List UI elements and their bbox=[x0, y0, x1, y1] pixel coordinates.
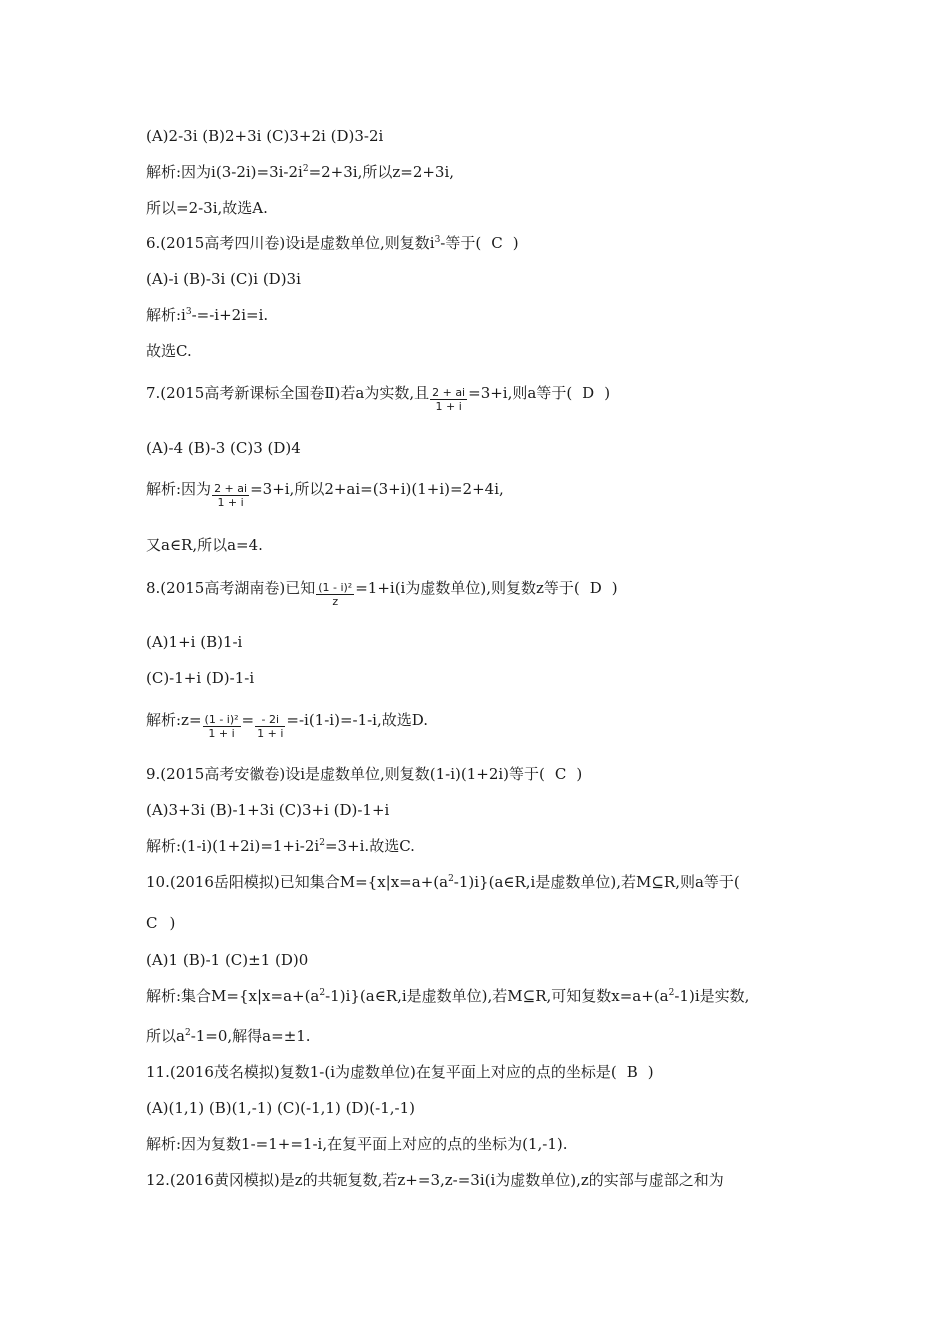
answer-mark: D bbox=[589, 579, 602, 597]
answer-mark: B bbox=[626, 1063, 638, 1081]
question-10: 10.(2016岳阳模拟)已知集合$M=\{x|x=a+(a^2-1)i\}(a\in R,i$是虚数单位),若M⊆R,则a等于( bbox=[146, 873, 740, 891]
solution-line: 解析:因为$i(3-2i)=3i-2i^2=2+3i$,所以z=2+3i, bbox=[146, 163, 455, 181]
options-line: (A)-i (B)-3i (C)i (D)3i bbox=[146, 270, 301, 288]
solution-line: 解析:因为 $\frac{2 + ai}{1 + i}$ =3+i,所以2+ai=(3+i)(1+i)=2+4i, bbox=[146, 480, 504, 509]
question-11: 11.(2016茂名模拟)复数1-(i为虚数单位)在复平面上对应的点的坐标是( B ) bbox=[146, 1063, 654, 1081]
question-8: 8.(2015高考湖南卷)已知 $\frac{\text{(1 - i)²}}{z}$ =1+i(i为虚数单位),则复数z等于( D ) bbox=[146, 579, 618, 608]
fraction: $\frac{\text{(1 - i)²}}{1 + i}$ bbox=[204, 713, 239, 740]
answer-mark: D bbox=[582, 384, 595, 402]
question-10-answer: C ) bbox=[146, 914, 176, 932]
options-line: (A)1 (B)-1 (C)±1 (D)0 bbox=[146, 951, 309, 969]
answer-mark: C bbox=[146, 914, 158, 932]
solution-line: 所以=2-3i,故选A. bbox=[146, 199, 268, 217]
options-line: (A)(1,1) (B)(1,-1) (C)(-1,1) (D)(-1,-1) bbox=[146, 1099, 415, 1117]
solution-line: 解析:集合$M=\{x|x=a+(a^2-1)i\}(a\in R,i$是虚数单位),若M⊆R,可知复数$x=a+(a^2-1)i$是实数, bbox=[146, 987, 750, 1005]
question-12: 12.(2016黄冈模拟)是z的共轭复数,若z+=3,z-=3i(i为虚数单位),z的实部与虚部之和为 bbox=[146, 1171, 724, 1189]
options-line: (C)-1+i (D)-1-i bbox=[146, 669, 255, 687]
fraction: $\frac{2 + ai}{1 + i}$ bbox=[432, 386, 466, 413]
solution-line: 故选C. bbox=[146, 342, 192, 360]
options-line: (A)-4 (B)-3 (C)3 (D)4 bbox=[146, 439, 301, 457]
solution-line: 解析$:(1-i)(1+2i)=1+i-2i^2=3+i$.故选C. bbox=[146, 837, 415, 855]
options-line: (A)3+3i (B)-1+3i (C)3+i (D)-1+i bbox=[146, 801, 390, 819]
fraction: $\frac{- 2i}{1 + i}$ bbox=[257, 713, 284, 740]
solution-line: 解析:因为复数1-=1+=1-i,在复平面上对应的点的坐标为(1,-1). bbox=[146, 1135, 568, 1153]
options-line: (A)2-3i (B)2+3i (C)3+2i (D)3-2i bbox=[146, 127, 384, 145]
answer-mark: C bbox=[491, 234, 503, 252]
solution-line: 解析$:i^3-=-i+2i=i$. bbox=[146, 306, 269, 324]
question-7: 7.(2015高考新课标全国卷Ⅱ)若a为实数,且 $\frac{2 + ai}{1 + i}$ =3+i,则a等于( D ) bbox=[146, 384, 611, 413]
options-line: (A)1+i (B)1-i bbox=[146, 633, 243, 651]
solution-line: 又a∈R,所以a=4. bbox=[146, 536, 263, 554]
answer-mark: C bbox=[554, 765, 567, 783]
fraction: $\frac{2 + ai}{1 + i}$ bbox=[214, 482, 248, 509]
fraction: $\frac{\text{(1 - i)²}}{z}$ bbox=[318, 581, 353, 608]
solution-line: 解析:z= $\frac{\text{(1 - i)²}}{1 + i}$ = $\frac{- 2i}{1 + i}$ =-i(1-i)=-1-i,故选D. bbox=[146, 711, 429, 740]
question-9: 9.(2015高考安徽卷)设i是虚数单位,则复数(1-i)(1+2i)等于( C ) bbox=[146, 765, 583, 783]
question-6: 6.(2015高考四川卷)设i是虚数单位,则复数$i^3-$等于( C ) bbox=[146, 234, 519, 252]
solution-line: 所以$a^2-1=0$,解得a=±1. bbox=[146, 1027, 311, 1045]
